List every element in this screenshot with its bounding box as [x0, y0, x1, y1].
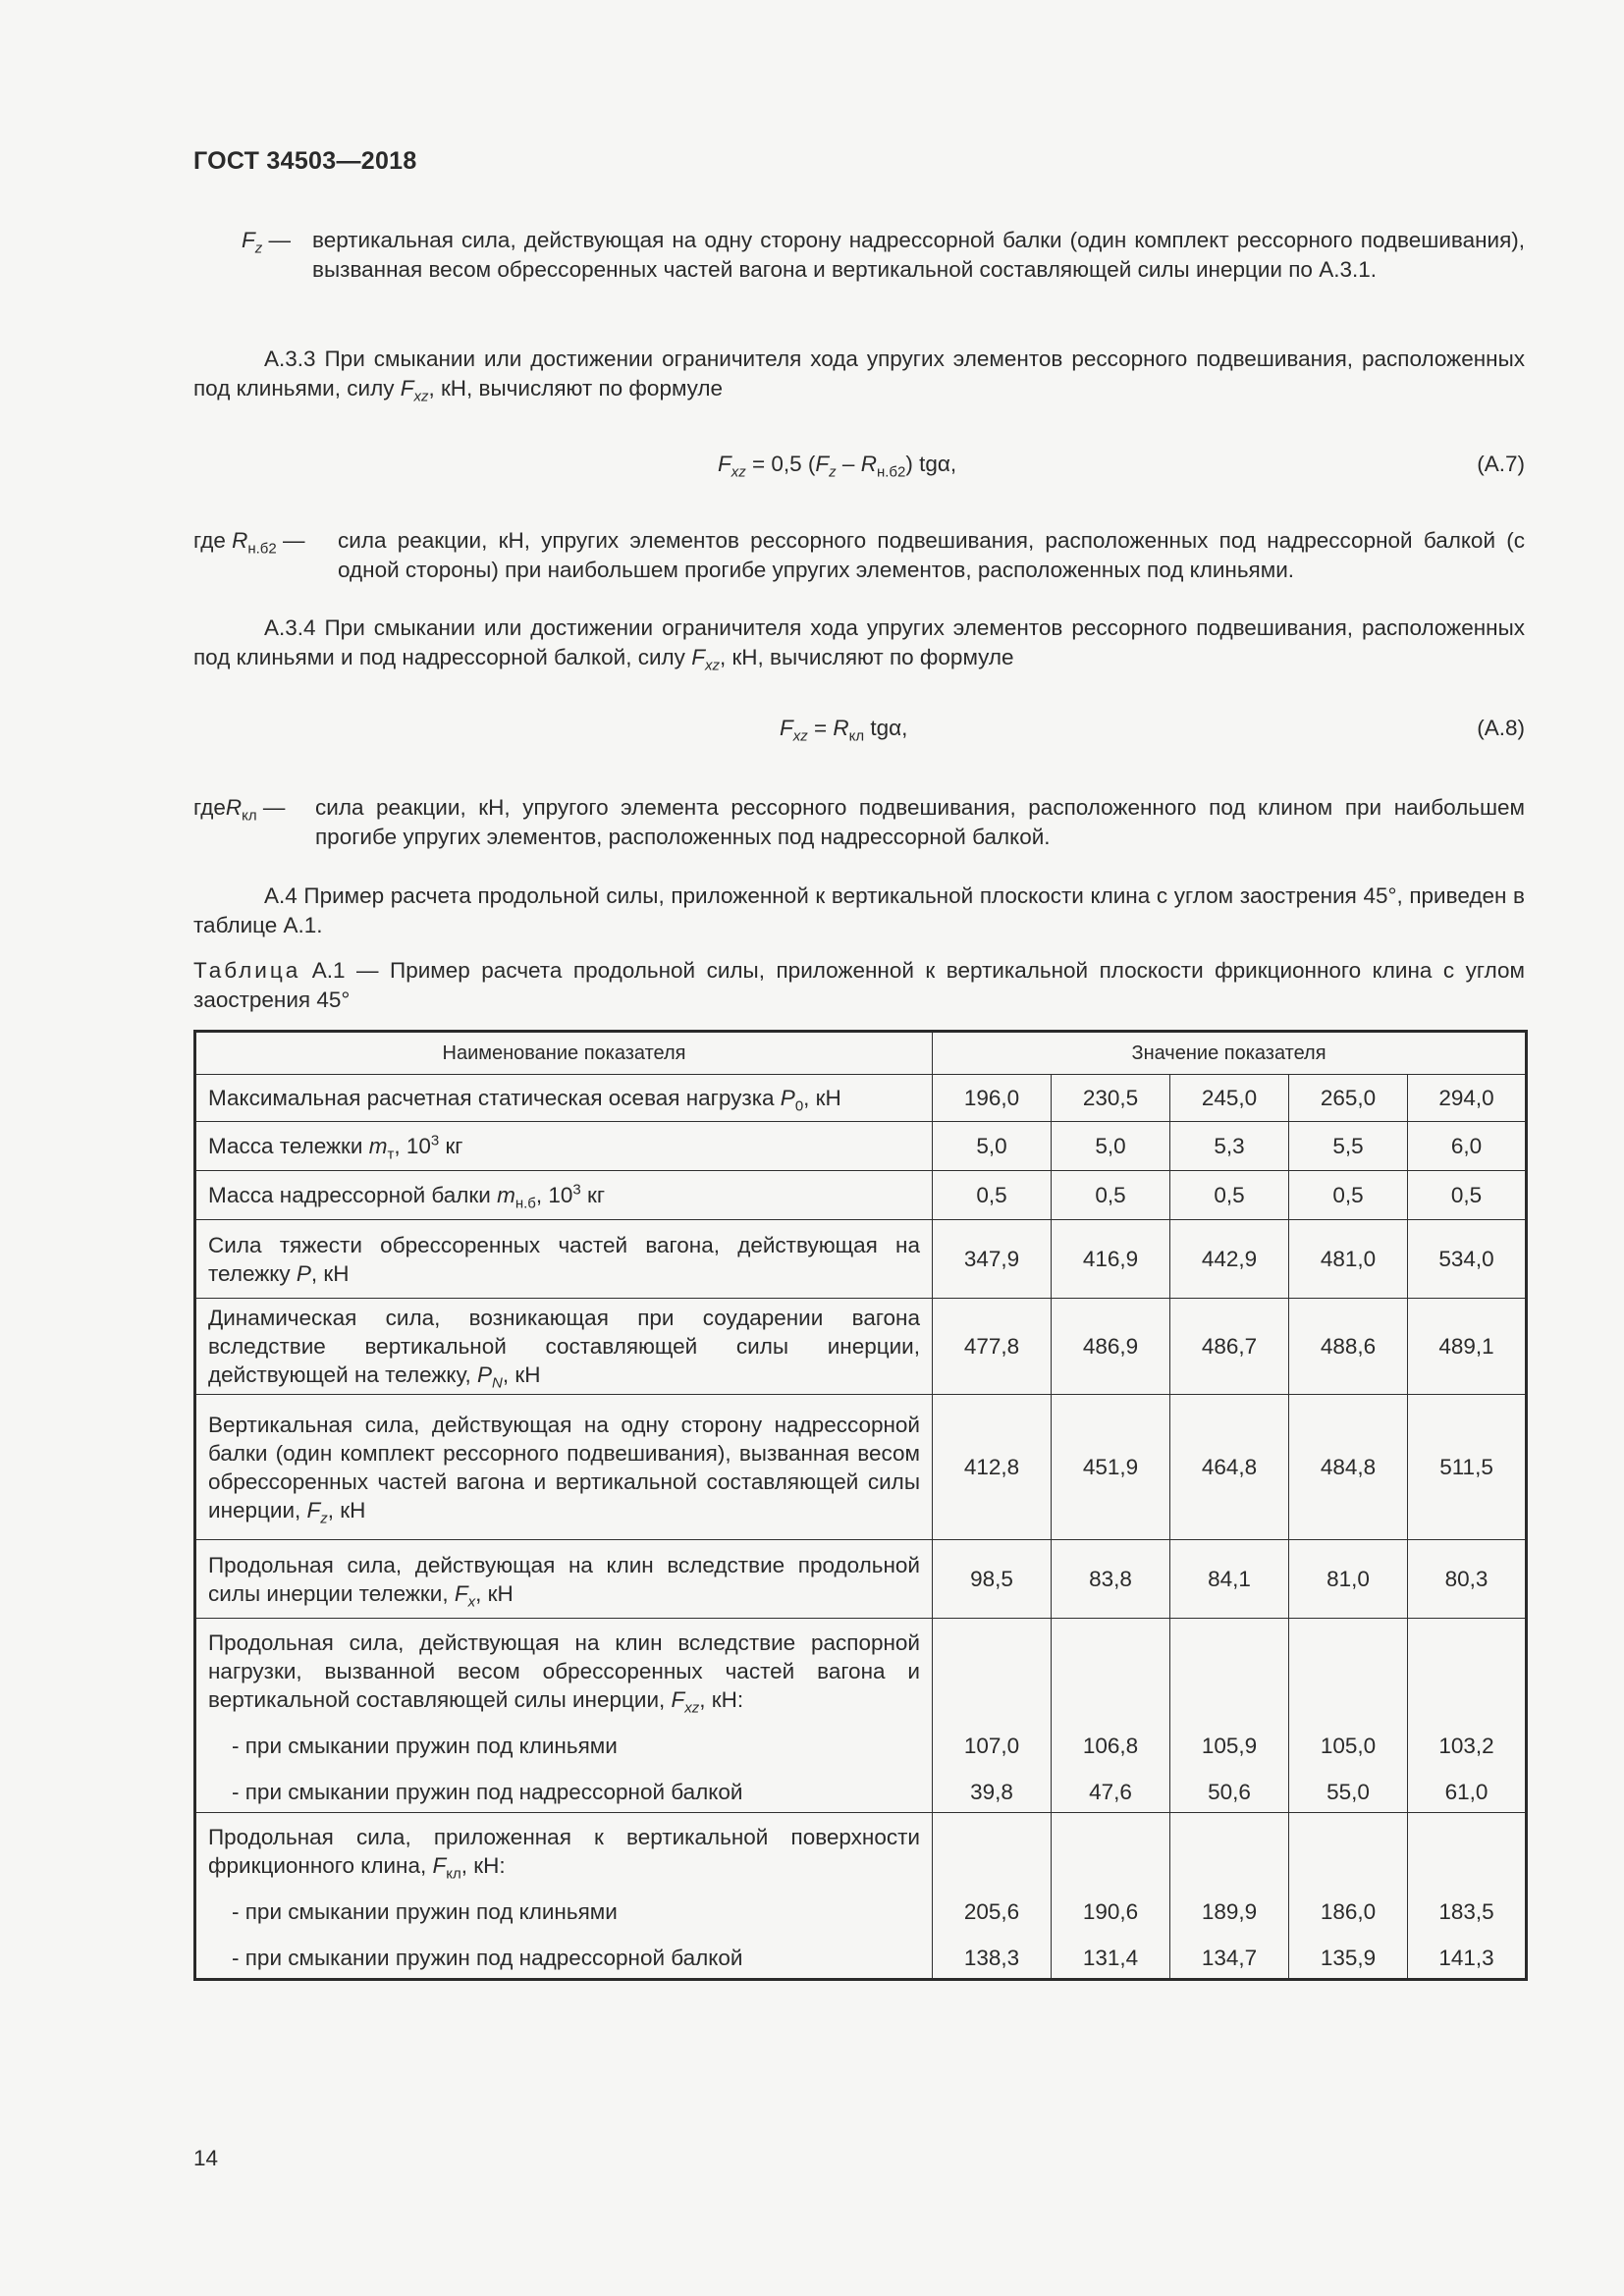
- table-cell-group: [1408, 1619, 1527, 1813]
- table-cell-group: [1170, 1813, 1289, 1980]
- paragraph-a34: А.3.4 При смыкании или достижении ограничителя хода упругих элементов рессорного подвешивания, расположенных под клиньями и под надрессорной балкой, силу $F_{xz}$, кН, вычисляют по формуле: [193, 615, 1525, 674]
- row-label: Масса надрессорной балки $m_{н.б}$, $10^3$ кг: [195, 1171, 933, 1220]
- page-number: 14: [193, 2146, 219, 2170]
- table-cell-group: [933, 1813, 1052, 1980]
- table-cell: 486,7: [1170, 1299, 1289, 1395]
- table-cell: 80,3: [1408, 1540, 1527, 1619]
- row-label: Максимальная расчетная статическая осевая нагрузка $P_0$, кН: [195, 1075, 933, 1122]
- table-row: [195, 1395, 1527, 1540]
- table-cell: 0,5: [1289, 1171, 1408, 1220]
- table-cell: 134,7: [1201, 1946, 1258, 1970]
- definition-text: сила реакции, кН, упругого элемента рессорного подвешивания, расположенного под клином при наибольшем прогибе упругих элементов, расположенных под надрессорной балкой.: [315, 795, 1525, 849]
- table-cell: 81,0: [1289, 1540, 1408, 1619]
- table-cell: 484,8: [1289, 1395, 1408, 1540]
- table-cell: 186,0: [1320, 1899, 1377, 1924]
- group-title: Продольная сила, действующая на клин вследствие распорной нагрузки, вызванной весом обрессоренных частей вагона и вертикальной составляющей силы инерции, $F_{xz}$, кН:: [208, 1630, 920, 1717]
- row-label: Сила тяжести обрессоренных частей вагона, действующая на тележку P, кН: [195, 1220, 933, 1299]
- table-cell: 106,8: [1082, 1734, 1139, 1758]
- table-cell: 190,6: [1082, 1899, 1139, 1924]
- table-cell: 451,9: [1052, 1395, 1170, 1540]
- row-label: Масса тележки $m_т$, $10^3$ кг: [195, 1122, 933, 1171]
- row-label: Вертикальная сила, действующая на одну сторону надрессорной балки (один комплект рессорного подвешивания), вызванная весом обрессоренных частей вагона и вертикальной составляющей силы инерции, $F_z$, кН: [195, 1395, 933, 1540]
- definition-text: вертикальная сила, действующая на одну сторону надрессорной балки (один комплект рессорного подвешивания), вызванная весом обрессоренных частей вагона и вертикальной составляющей силы инерции по А.3.1.: [312, 228, 1525, 282]
- equation-number-a8: (А.8): [1477, 716, 1525, 740]
- row-label: [195, 1619, 933, 1813]
- table-cell: 55,0: [1326, 1780, 1370, 1804]
- definition-rkl: [193, 793, 1525, 854]
- definition-text: сила реакции, кН, упругих элементов рессорного подвешивания, расположенных под надрессорной балкой (с одной стороны) при наибольшем прогибе упругих элементов, расположенных под клиньями.: [338, 528, 1525, 582]
- definition-term: $F_z$ —: [242, 228, 292, 257]
- table-cell: 83,8: [1052, 1540, 1170, 1619]
- table-header-row: [195, 1032, 1527, 1075]
- definition-term: где $R_{н.б2}$ —: [193, 528, 305, 558]
- table-cell: 183,5: [1438, 1899, 1494, 1924]
- table-cell: 442,9: [1170, 1220, 1289, 1299]
- table-cell: 230,5: [1052, 1075, 1170, 1122]
- table-cell: 135,9: [1320, 1946, 1377, 1970]
- row-label: Динамическая сила, возникающая при соударении вагона вследствие вертикальной составляющей силы инерции, действующей на тележку, $P_N$, кН: [195, 1299, 933, 1395]
- table-cell: 131,4: [1082, 1946, 1139, 1970]
- table-cell: 347,9: [933, 1220, 1052, 1299]
- definition-rnb2: [193, 526, 1525, 587]
- formula-a7: $F_{xz} = 0,5$ $(F_z - R_{н.б2})$ tgα,: [718, 452, 957, 481]
- group-title: Продольная сила, приложенная к вертикальной поверхности фрикционного клина, $F_{кл}$, кН:: [208, 1825, 920, 1883]
- table-row: [195, 1220, 1527, 1299]
- table-cell: 5,0: [933, 1122, 1052, 1171]
- table-cell-group: [1289, 1813, 1408, 1980]
- table-cell: 84,1: [1170, 1540, 1289, 1619]
- table-cell: 464,8: [1170, 1395, 1289, 1540]
- document-header: ГОСТ 34503—2018: [193, 147, 417, 175]
- table-cell: 47,6: [1089, 1780, 1132, 1804]
- sub-row-label: - при смыкании пружин под надрессорной балкой: [232, 1946, 743, 1970]
- table-cell: 0,5: [1408, 1171, 1527, 1220]
- table-cell: 294,0: [1408, 1075, 1527, 1122]
- table-cell: 0,5: [1170, 1171, 1289, 1220]
- table-cell: 416,9: [1052, 1220, 1170, 1299]
- table-cell: 141,3: [1438, 1946, 1494, 1970]
- sub-row-label: - при смыкании пружин под надрессорной балкой: [232, 1780, 743, 1804]
- row-label: Продольная сила, действующая на клин вследствие продольной силы инерции тележки, $F_x$, кН: [195, 1540, 933, 1619]
- table-cell-group: [933, 1619, 1052, 1813]
- table-cell: 511,5: [1408, 1395, 1527, 1540]
- table-cell: 481,0: [1289, 1220, 1408, 1299]
- table-cell-group: [1052, 1813, 1170, 1980]
- table-cell: 50,6: [1208, 1780, 1251, 1804]
- row-label: [195, 1813, 933, 1980]
- table-cell: 196,0: [933, 1075, 1052, 1122]
- header-indicator-value: Значение показателя: [933, 1032, 1527, 1075]
- sub-row-label: - при смыкании пружин под клиньями: [232, 1899, 618, 1924]
- table-cell: 0,5: [1052, 1171, 1170, 1220]
- table-cell: 489,1: [1408, 1299, 1527, 1395]
- paragraph-a33: А.3.3 При смыкании или достижении ограничителя хода упругих элементов рессорного подвешивания, расположенных под клиньями, силу $F_{xz}$, кН, вычисляют по формуле: [193, 347, 1525, 405]
- table-cell: 98,5: [933, 1540, 1052, 1619]
- table-row: [195, 1075, 1527, 1122]
- table-cell-group: [1289, 1619, 1408, 1813]
- table-cell: 5,0: [1052, 1122, 1170, 1171]
- table-cell: 105,0: [1320, 1734, 1377, 1758]
- table-cell: 105,9: [1201, 1734, 1258, 1758]
- header-indicator-name: Наименование показателя: [195, 1032, 933, 1075]
- table-cell: 205,6: [963, 1899, 1020, 1924]
- sub-row-label: - при смыкании пружин под клиньями: [232, 1734, 618, 1758]
- table-cell: 5,5: [1289, 1122, 1408, 1171]
- table-cell: 107,0: [963, 1734, 1020, 1758]
- table-group-row: [195, 1813, 1527, 1980]
- table-row: [195, 1122, 1527, 1171]
- table-cell: 6,0: [1408, 1122, 1527, 1171]
- formula-a8: $F_{xz} = R_{кл}$ tgα,: [780, 716, 908, 745]
- table-group-row: [195, 1619, 1527, 1813]
- table-cell-group: [1408, 1813, 1527, 1980]
- table-cell: 265,0: [1289, 1075, 1408, 1122]
- table-cell: 39,8: [970, 1780, 1013, 1804]
- table-cell: 245,0: [1170, 1075, 1289, 1122]
- table-row: [195, 1540, 1527, 1619]
- table-cell: 103,2: [1438, 1734, 1494, 1758]
- table-cell: 0,5: [933, 1171, 1052, 1220]
- table-row: [195, 1171, 1527, 1220]
- table-cell: 189,9: [1201, 1899, 1258, 1924]
- equation-number-a7: (А.7): [1477, 452, 1525, 476]
- table-cell: 412,8: [933, 1395, 1052, 1540]
- table-cell: 486,9: [1052, 1299, 1170, 1395]
- table-row: [195, 1299, 1527, 1395]
- definition-fz: [242, 226, 1525, 319]
- table-cell: 138,3: [963, 1946, 1020, 1970]
- table-cell: 5,3: [1170, 1122, 1289, 1171]
- table-cell: 534,0: [1408, 1220, 1527, 1299]
- definition-term: гдеR$_{кл}$ —: [193, 795, 286, 825]
- table-cell: 477,8: [933, 1299, 1052, 1395]
- data-table: [193, 1030, 1528, 1981]
- table-cell: 61,0: [1444, 1780, 1489, 1804]
- paragraph-a4: А.4 Пример расчета продольной силы, приложенной к вертикальной плоскости клина с углом заострения 45°, приведен в таблице А.1.: [193, 883, 1525, 937]
- table-cell-group: [1170, 1619, 1289, 1813]
- table-cell-group: [1052, 1619, 1170, 1813]
- table-caption: Таблица А.1 — Пример расчета продольной силы, приложенной к вертикальной плоскости фрикционного клина с углом заострения 45°: [193, 958, 1525, 1012]
- table-cell: 488,6: [1289, 1299, 1408, 1395]
